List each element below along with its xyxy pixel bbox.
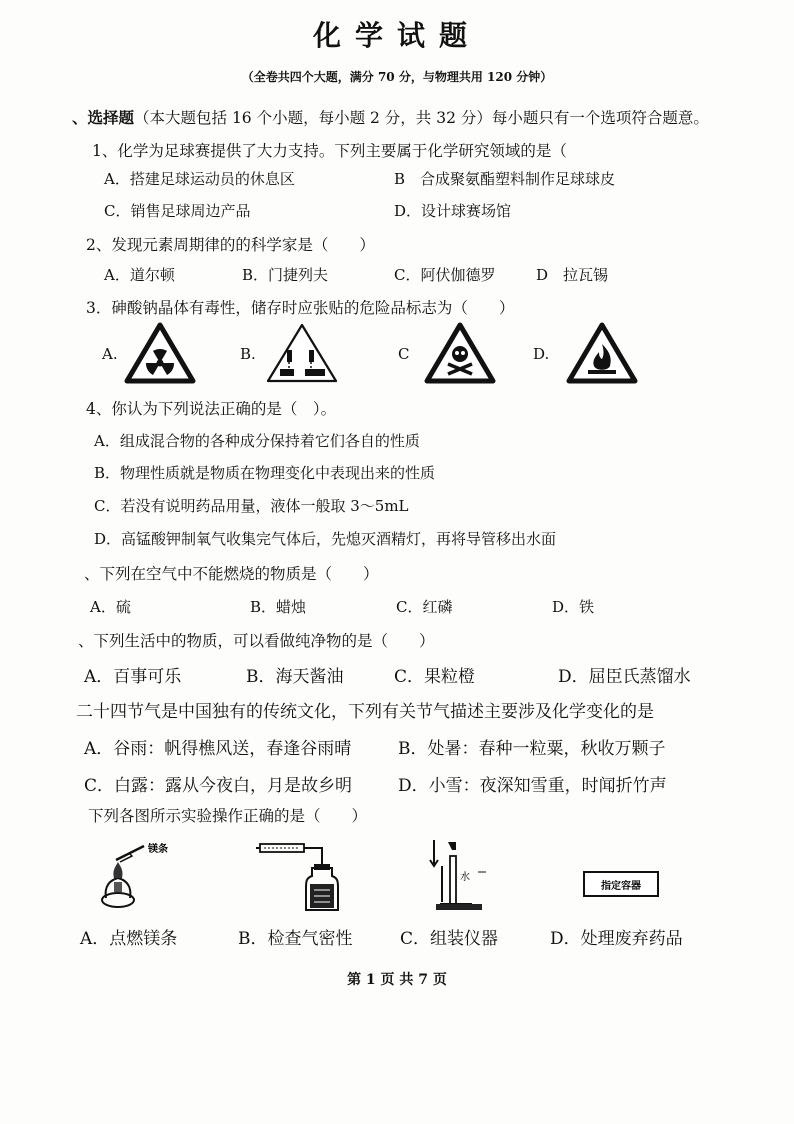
section-instructions: （本大题包括 16 个小题，每小题 2 分，共 32 分）每小题只有一个选项符合题意。	[134, 109, 709, 127]
question-3-option-c: C	[398, 345, 410, 363]
question-4-stem: 4、你认为下列说法正确的是（ ）。	[86, 400, 337, 418]
question-4-option-c: C．若没有说明药品用量，液体一般取 3～5mL	[94, 497, 409, 515]
radioactive-hazard-icon	[124, 322, 196, 384]
question-3-option-d: D.	[533, 345, 550, 363]
question-1-stem: 1、化学为足球赛提供了大力支持。下列主要属于化学研究领域的是（	[92, 142, 567, 160]
question-2-stem: 2、发现元素周期律的的科学家是（ ）	[86, 236, 375, 254]
question-7-stem: 二十四节气是中国独有的传统文化，下列有关节气描述主要涉及化学变化的是	[76, 702, 654, 722]
question-1-option-d: D．设计球赛场馆	[394, 202, 512, 220]
section-title: 、选择题	[72, 108, 135, 127]
designated-container-figure	[582, 870, 662, 898]
question-2-option-a: A．道尔顿	[104, 266, 175, 284]
question-3-option-b: B.	[240, 345, 256, 363]
mg-strip-label: 镁条	[148, 844, 168, 855]
airtightness-check-figure	[256, 838, 346, 916]
question-4-option-a: A．组成混合物的各种成分保持着它们各自的性质	[94, 432, 420, 450]
section-heading	[72, 106, 709, 128]
question-1-option-c: C．销售足球周边产品	[104, 202, 251, 220]
question-7-option-c: C．白露：露从今夜白，月是故乡明	[84, 776, 353, 796]
question-2-option-c: C．阿伏伽德罗	[394, 266, 496, 284]
question-5-option-c: C．红磷	[396, 598, 453, 616]
question-8-option-a: A．点燃镁条	[80, 929, 178, 949]
question-6-option-d: D．屈臣氏蒸馏水	[558, 667, 691, 687]
question-8-option-c: C．组装仪器	[400, 929, 499, 949]
water-label: 水	[460, 872, 470, 883]
question-5-option-d: D．铁	[552, 598, 595, 616]
question-4-option-b: B．物理性质就是物质在物理变化中表现出来的性质	[94, 464, 436, 482]
flammable-hazard-icon	[566, 322, 638, 384]
designated-container-label: 指定容器	[601, 881, 641, 892]
question-5-stem: 、下列在空气中不能燃烧的物质是（ ）	[84, 565, 379, 583]
question-6-option-b: B．海天酱油	[246, 667, 344, 687]
question-5-option-a: A．硫	[90, 598, 131, 616]
question-1-option-a: A．搭建足球运动员的休息区	[104, 170, 295, 188]
question-6-stem: 、下列生活中的物质，可以看做纯净物的是（ ）	[78, 632, 435, 650]
question-2-option-d: D 拉瓦锡	[536, 266, 609, 284]
assembling-apparatus-figure	[426, 836, 516, 916]
question-2-option-b: B．门捷列夫	[242, 266, 329, 284]
exam-title: 化学试题	[312, 19, 481, 52]
question-8-stem: 下列各图所示实验操作正确的是（ ）	[88, 807, 368, 825]
question-8-option-b: B．检查气密性	[238, 929, 353, 949]
question-7-option-b: B．处暑：春种一粒粟，秋收万颗子	[398, 739, 666, 759]
question-6-option-c: C．果粒橙	[394, 667, 476, 687]
question-4-option-d: D．高锰酸钾制氧气收集完气体后，先熄灭酒精灯，再将导管移出水面	[94, 530, 557, 548]
question-6-option-a: A．百事可乐	[84, 667, 182, 687]
toxic-hazard-icon	[424, 322, 496, 384]
corrosive-hazard-icon	[265, 322, 339, 384]
question-3-option-a: A.	[102, 345, 118, 363]
question-3-stem: 3．砷酸钠晶体有毒性，储存时应张贴的危险品标志为（ ）	[86, 299, 515, 317]
page-footer: 第 1 页 共 7 页	[347, 972, 447, 988]
question-7-option-a: A．谷雨：帆得樵风送，春逢谷雨晴	[84, 739, 352, 759]
burning-magnesium-strip-figure	[96, 838, 206, 910]
question-5-option-b: B．蜡烛	[250, 598, 307, 616]
exam-subtitle: （全卷共四个大题，满分 70 分，与物理共用 120 分钟）	[241, 70, 553, 84]
question-7-option-d: D．小雪：夜深知雪重，时闻折竹声	[398, 776, 667, 796]
question-1-option-b: B 合成聚氨酯塑料制作足球球皮	[394, 170, 616, 188]
question-8-option-d: D．处理废弃药品	[550, 929, 683, 949]
